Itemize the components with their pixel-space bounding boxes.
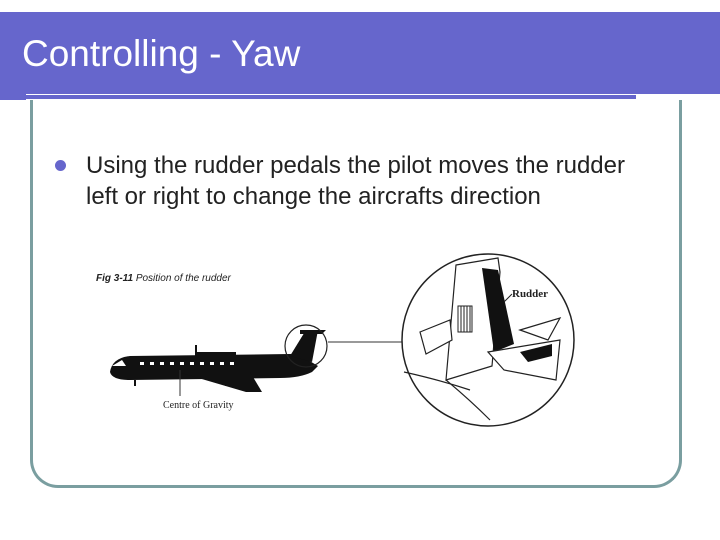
cg-label: Centre of Gravity bbox=[163, 400, 234, 411]
rudder-figure bbox=[100, 240, 549, 490]
figure-caption-text: Position of the rudder bbox=[135, 273, 231, 284]
magnified-tail-view bbox=[402, 254, 574, 426]
rudder-label: Rudder bbox=[512, 288, 549, 300]
bullet-dot bbox=[55, 160, 66, 171]
slide-title: Controlling - Yaw bbox=[22, 33, 301, 74]
figure-caption-number: Fig 3-11 bbox=[96, 273, 134, 284]
bullet-text: Using the rudder pedals the pilot moves the rudder left or right to change the aircrafts direction bbox=[86, 152, 625, 210]
aircraft-side-view bbox=[110, 325, 402, 396]
title-underline bbox=[0, 95, 636, 99]
